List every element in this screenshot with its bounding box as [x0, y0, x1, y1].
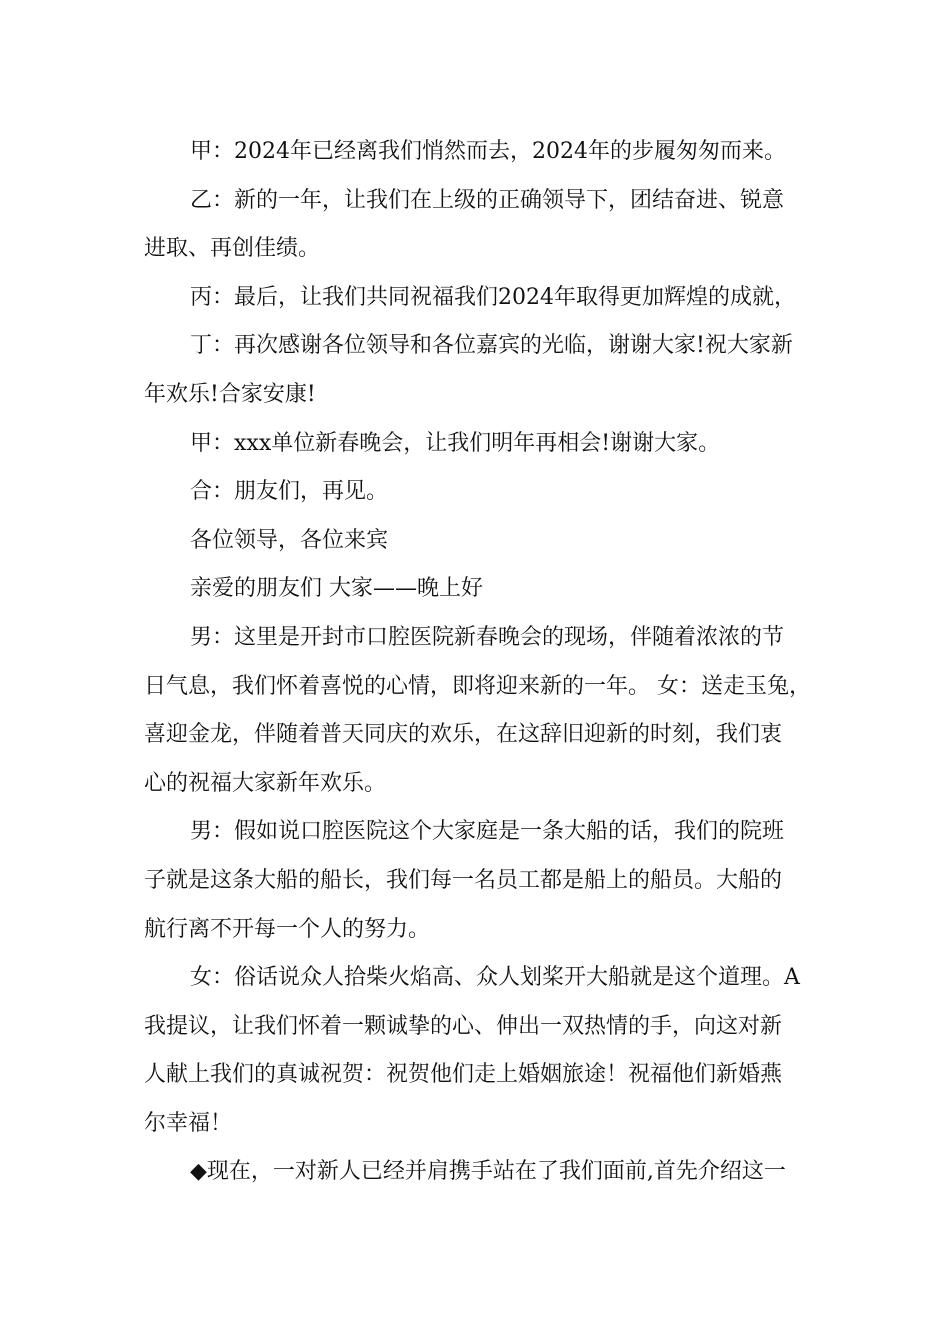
text-line: 合：朋友们，再见。	[190, 479, 389, 505]
text-line: 我提议，让我们怀着一颗诚挚的心、伸出一双热情的手，向这对新	[144, 1013, 783, 1039]
document-body	[144, 128, 834, 1197]
paragraph	[144, 322, 834, 419]
paragraph	[144, 1148, 834, 1197]
text-line: 心的祝福大家新年欢乐。	[144, 770, 387, 796]
paragraph	[144, 565, 834, 614]
text-line: ◆现在，一对新人已经并肩携手站在了我们面前,首先介绍这一	[190, 1159, 786, 1185]
text-line: 喜迎金龙，伴随着普天同庆的欢乐，在这辞旧迎新的时刻，我们衷	[144, 722, 783, 748]
text-line: 年欢乐!合家安康!	[144, 381, 316, 407]
text-line: 亲爱的朋友们 大家——晚上好	[190, 576, 483, 602]
text-line: 女：俗话说众人拾柴火焰高、众人划桨开大船就是这个道理。A	[190, 965, 800, 991]
paragraph	[144, 274, 834, 323]
text-line: 丁：再次感谢各位领导和各位嘉宾的光临，谢谢大家!祝大家新	[190, 333, 793, 359]
paragraph	[144, 954, 834, 1148]
text-line: 乙：新的一年，让我们在上级的正确领导下，团结奋进、锐意	[190, 187, 785, 213]
paragraph	[144, 808, 834, 954]
text-line: 航行离不开每一个人的努力。	[144, 916, 431, 942]
text-line: 子就是这条大船的船长，我们每一名员工都是船上的船员。大船的	[144, 867, 783, 893]
text-line: 甲：2024年已经离我们悄然而去，2024年的步履匆匆而来。	[190, 139, 786, 164]
paragraph	[144, 177, 834, 274]
text-line: 男：假如说口腔医院这个大家庭是一条大船的话，我们的院班	[190, 819, 785, 845]
text-line: 人献上我们的真诚祝贺：祝贺他们走上婚姻旅途！祝福他们新婚燕	[144, 1062, 783, 1088]
paragraph	[144, 517, 834, 566]
paragraph	[144, 468, 834, 517]
text-line: 尔幸福！	[144, 1110, 233, 1136]
paragraph	[144, 128, 834, 177]
text-line: 进取、再创佳绩。	[144, 236, 321, 262]
text-line: 各位领导，各位来宾	[190, 527, 389, 553]
paragraph	[144, 420, 834, 469]
paragraph	[144, 614, 834, 808]
text-line: 日气息，我们怀着喜悦的心情，即将迎来新的一年。 女：送走玉兔，	[144, 673, 811, 699]
text-line: 甲：xxx单位新春晚会，让我们明年再相会!谢谢大家。	[190, 430, 721, 456]
text-line: 男：这里是开封市口腔医院新春晚会的现场，伴随着浓浓的节	[190, 624, 785, 650]
text-line: 丙：最后，让我们共同祝福我们2024年取得更加辉煌的成就，	[190, 284, 796, 310]
